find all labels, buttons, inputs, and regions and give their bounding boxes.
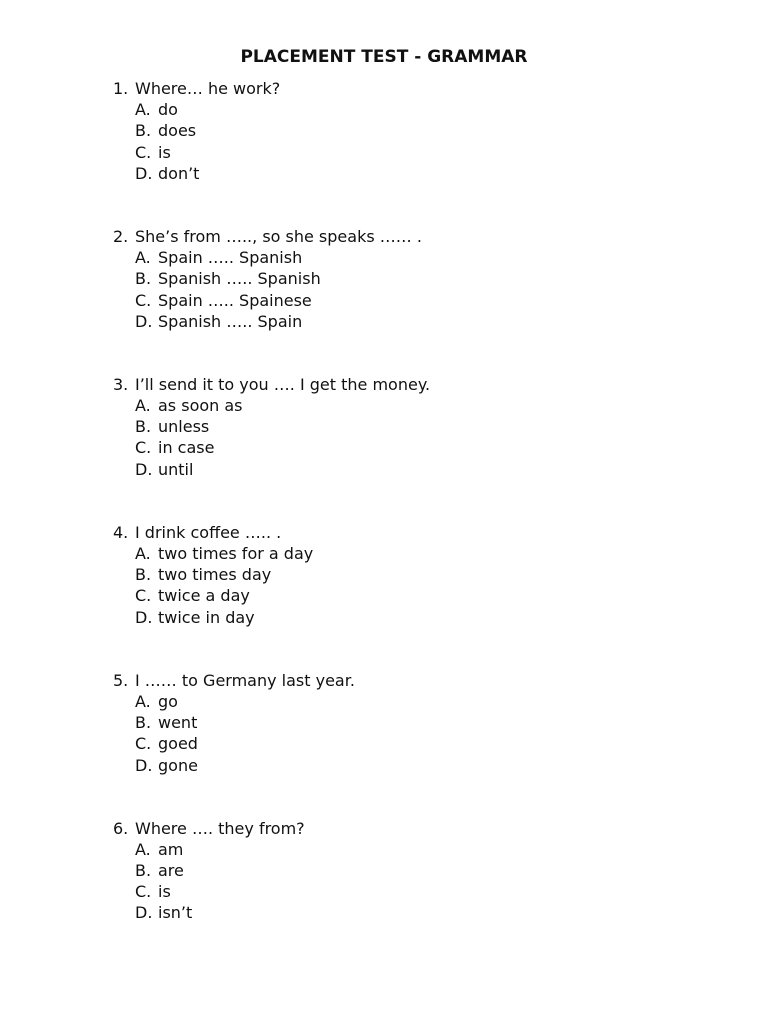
option-letter: A.: [135, 544, 151, 563]
option-d: [113, 902, 713, 923]
option-d: [113, 459, 713, 480]
option-a: [113, 691, 713, 712]
option-letter: C.: [135, 438, 152, 458]
option-d: [113, 163, 713, 184]
option-text: twice a day: [158, 586, 250, 606]
question-line: [113, 226, 713, 247]
option-text: go: [158, 691, 178, 711]
option-c: [113, 142, 713, 163]
question-text: I drink coffee ….. .: [135, 522, 282, 542]
question-number: 4.: [113, 522, 129, 542]
option-d: [113, 755, 713, 776]
option-a: [113, 839, 713, 860]
option-text: Spain ….. Spanish: [158, 248, 303, 268]
option-letter: B.: [135, 121, 152, 141]
option-text: Spanish ….. Spanish: [158, 269, 321, 289]
option-c: [113, 437, 713, 458]
option-letter: A.: [135, 839, 151, 859]
option-text: isn’t: [158, 903, 193, 923]
question-text: She’s from ….., so she speaks …… .: [135, 226, 422, 246]
question-text: Where …. they from?: [135, 818, 305, 838]
option-text: Spanish ….. Spain: [158, 311, 303, 331]
question-line: [113, 78, 713, 99]
option-c: [113, 585, 713, 606]
question-2: [113, 226, 713, 332]
option-text: goed: [158, 734, 198, 754]
question-6: [113, 818, 713, 924]
option-b: [113, 268, 713, 289]
option-a: [113, 247, 713, 268]
option-letter: B.: [135, 565, 152, 585]
option-text: as soon as: [158, 396, 243, 416]
option-c: [113, 733, 713, 754]
option-letter: C.: [135, 290, 152, 310]
question-5: [113, 670, 713, 776]
question-line: [113, 374, 713, 395]
option-letter: C.: [135, 142, 152, 162]
page-title: PLACEMENT TEST - GRAMMAR: [240, 47, 528, 67]
option-b: [113, 860, 713, 881]
question-number: 5.: [113, 670, 129, 690]
option-letter: C.: [135, 882, 152, 902]
option-text: Spain ….. Spainese: [158, 290, 312, 310]
option-a: [113, 543, 713, 564]
option-text: unless: [158, 417, 210, 437]
option-letter: C.: [135, 734, 152, 754]
option-letter: C.: [135, 586, 152, 606]
question-text: I …… to Germany last year.: [135, 670, 355, 690]
question-1: [113, 78, 713, 184]
question-3: [113, 374, 713, 480]
question-number: 2.: [113, 226, 129, 246]
option-text: are: [158, 861, 184, 881]
option-d: [113, 607, 713, 628]
question-line: [113, 670, 713, 691]
option-letter: A.: [135, 691, 151, 711]
question-line: [113, 522, 713, 543]
option-text: does: [158, 121, 197, 141]
option-text: in case: [158, 438, 215, 458]
option-b: [113, 416, 713, 437]
option-text: gone: [158, 755, 198, 775]
option-letter: D.: [135, 903, 153, 923]
option-letter: D.: [135, 755, 153, 775]
option-letter: B.: [135, 269, 152, 289]
option-letter: A.: [135, 100, 151, 120]
option-d: [113, 311, 713, 332]
option-text: twice in day: [158, 607, 255, 627]
option-text: two times for a day: [158, 544, 314, 563]
option-letter: D.: [135, 459, 153, 479]
option-text: don’t: [158, 163, 200, 183]
option-letter: B.: [135, 417, 152, 437]
question-line: [113, 818, 713, 839]
question-text: I’ll send it to you …. I get the money.: [135, 374, 431, 394]
option-text: is: [158, 142, 171, 162]
option-c: [113, 290, 713, 311]
question-number: 6.: [113, 818, 129, 838]
option-letter: A.: [135, 248, 151, 268]
option-a: [113, 99, 713, 120]
option-letter: B.: [135, 861, 152, 881]
option-b: [113, 120, 713, 141]
question-text: Where… he work?: [135, 79, 281, 98]
option-text: two times day: [158, 565, 272, 585]
option-b: [113, 712, 713, 733]
question-4: [113, 522, 713, 628]
option-letter: D.: [135, 311, 153, 331]
option-letter: B.: [135, 713, 152, 733]
option-text: am: [158, 839, 184, 859]
option-b: [113, 564, 713, 585]
question-list: [113, 78, 713, 966]
option-letter: A.: [135, 396, 151, 416]
option-text: is: [158, 882, 171, 902]
option-text: until: [158, 459, 194, 479]
option-letter: D.: [135, 163, 153, 183]
option-c: [113, 881, 713, 902]
question-number: 1.: [113, 79, 129, 98]
option-letter: D.: [135, 607, 153, 627]
option-text: went: [158, 713, 198, 733]
option-text: do: [158, 100, 178, 120]
question-number: 3.: [113, 374, 129, 394]
option-a: [113, 395, 713, 416]
